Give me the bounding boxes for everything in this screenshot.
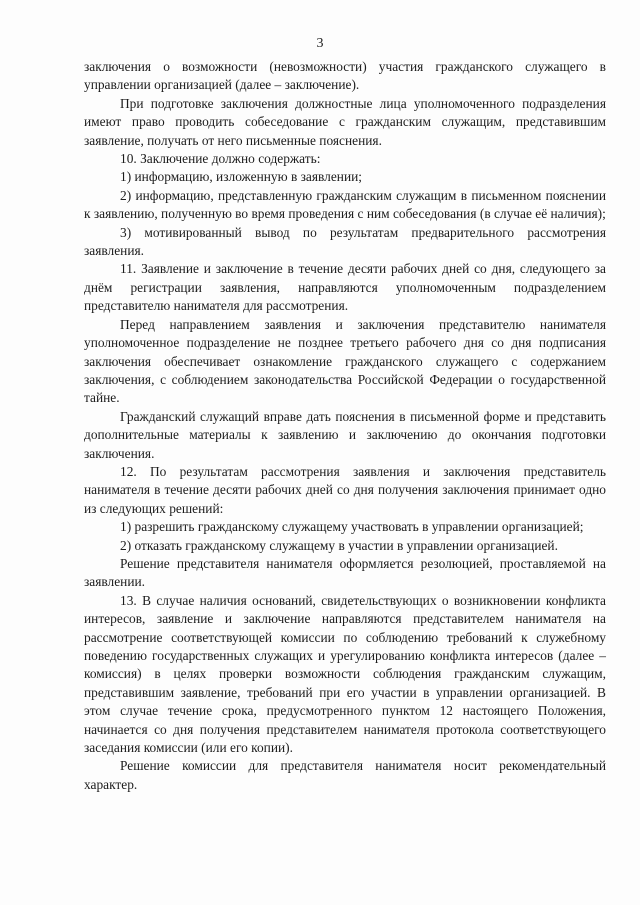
list-item-10-2: 2) информацию, представленную гражданским служащим в письменном пояснении к заявлению, полученную во время проведения с ним собеседования (в случае её наличия); (84, 187, 606, 222)
paragraph-clause-11: 11. Заявление и заключение в течение десяти рабочих дней со дня, следующего за днём регистрации заявления, направляются уполномоченным подразделением представителю нанимателя для рассмотрения. (84, 261, 606, 314)
document-body (84, 58, 606, 794)
paragraph-commission-decision: Решение комиссии для представителя нанимателя носит рекомендательный характер. (84, 758, 606, 792)
paragraph-interview-right: При подготовке заключения должностные лица уполномоченного подразделения имеют право проводить собеседование с гражданским служащим, представившим заявление, получать от него письменные пояснения. (84, 95, 606, 148)
paragraph-continuation: заключения о возможности (невозможности) участия гражданского служащего в управлении организацией (далее – заключение). (84, 59, 606, 93)
page-number: 3 (316, 36, 324, 51)
paragraph-clause-13: 13. В случае наличия оснований, свидетельствующих о возникновении конфликта интересов, заявление и заключение направляются представителем нанимателя на рассмотрение соответствующей комиссии по соблюдению требований к служебному поведению государственных служащих и урегулированию конфликта интересов (далее – комиссия) в целях проверки возможности соблюдения гражданским служащим, представившим заявление, требований при его участии в управлении организацией. В этом случае течение срока, предусмотренного пунктом 12 настоящего Положения, начинается со дня получения представителем нанимателя протокола соответствующего заседания комиссии (или его копии). (84, 592, 606, 756)
paragraph-resolution: Решение представителя нанимателя оформляется резолюцией, проставляемой на заявлении. (84, 555, 606, 590)
paragraph-explanations: Гражданский служащий вправе дать пояснения в письменной форме и представить дополнительные материалы к заявлению и заключению до окончания подготовки заключения. (84, 408, 606, 461)
paragraph-clause-12: 12. По результатам рассмотрения заявления и заключения представитель нанимателя в течение десяти рабочих дней со дня получения заключения принимает одно из следующих решений: (84, 463, 606, 516)
paragraph-familiarization: Перед направлением заявления и заключения представителю нанимателя уполномоченное подразделение не позднее третьего рабочего дня со дня подписания заключения обеспечивает ознакомление гражданского служащего с содержанием заключения, с соблюдением законодательства Российской Федерации о государственной тайне. (84, 316, 606, 406)
paragraph-clause-10: 10. Заключение должно содержать: (120, 151, 321, 167)
list-item-12-2: 2) отказать гражданскому служащему в участии в управлении организацией. (120, 537, 558, 553)
list-item-12-1: 1) разрешить гражданскому служащему участвовать в управлении организацией; (120, 519, 584, 535)
list-item-10-3: 3) мотивированный вывод по результатам предварительного рассмотрения заявления. (84, 224, 606, 259)
list-item-10-1: 1) информацию, изложенную в заявлении; (120, 169, 363, 185)
